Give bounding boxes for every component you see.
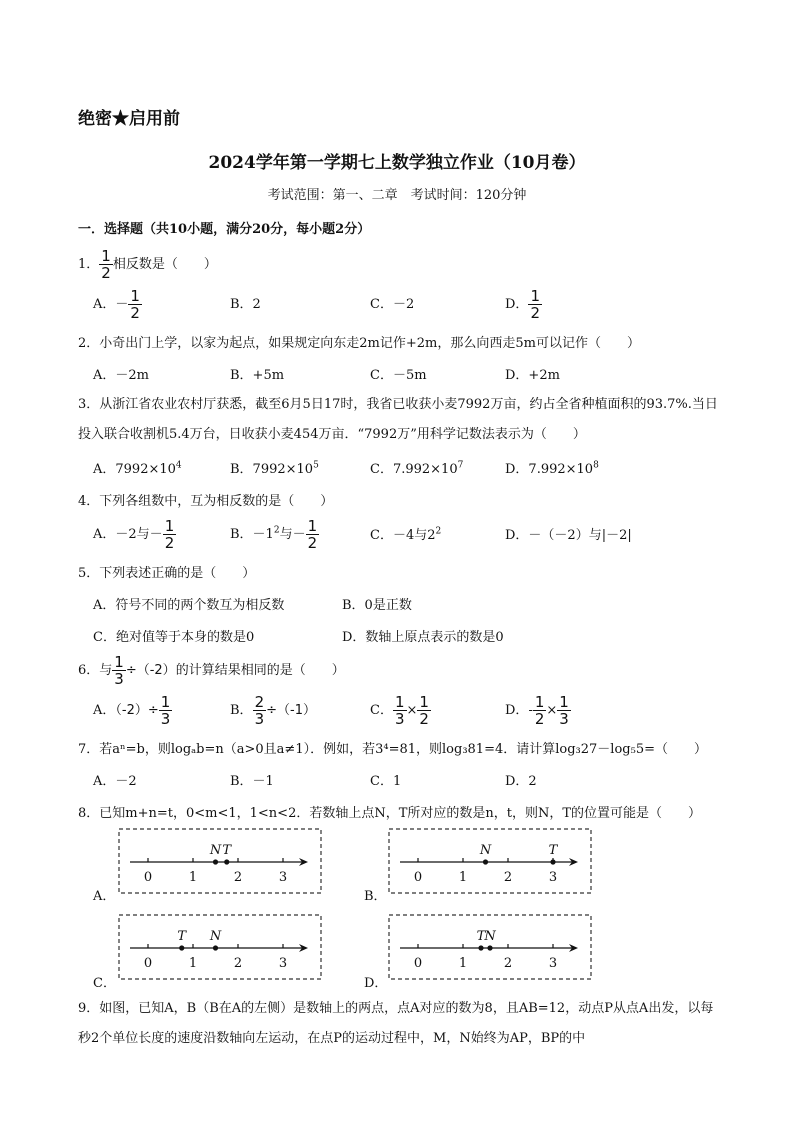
option-a[interactable]: A．$7992\times 10^4$ (93, 460, 182, 477)
question-5: 5．下列表述正确的是（ ） (78, 566, 256, 581)
question-6: 6．与 $\frac{1}{3}$ ÷（-2）的计算结果相同的是（ ） (78, 653, 345, 688)
question-7: 7．若aⁿ=b，则logₐb=n（a>0且a≠1）．例如，若3⁴=81，则log₃81=4．请计算log₃27－log₅5=（ ） (78, 742, 707, 757)
tick-label: 2 (503, 956, 513, 971)
option-b[interactable]: B．2 (230, 297, 261, 312)
option-c-label[interactable]: C． (93, 976, 116, 991)
tick-label: 1 (188, 870, 198, 885)
tick-label: 1 (188, 956, 198, 971)
point-label-T: T (222, 843, 232, 858)
tick-label: 0 (413, 956, 423, 971)
option-c[interactable]: C．1 (370, 774, 402, 789)
option-a[interactable]: A．－2 (93, 774, 137, 789)
point-T (478, 945, 483, 950)
option-b[interactable]: B．－1 (230, 774, 274, 789)
question-9: 9．如图，已知A，B（B在A的左侧）是数轴上的两点，点A对应的数为8，且AB=12，动点P从点A出发，以每秒2个单位长度的速度沿数轴向左运动，在点P的运动过程中，M，N始终为AP，BP的中 (78, 1001, 714, 1046)
tick-label: 3 (548, 870, 558, 885)
number-line-option-d[interactable] (388, 914, 592, 980)
page-title: 2024学年第一学期七上数学独立作业（10月卷） (208, 153, 586, 173)
option-d[interactable]: D． $\frac{1}{2}$ (505, 287, 540, 322)
question-4: 4．下列各组数中，互为相反数的是（ ） (78, 494, 334, 509)
number-line-option-c[interactable] (118, 914, 322, 980)
tick-label: 2 (503, 870, 513, 885)
point-T (550, 859, 555, 864)
option-b[interactable]: B．$-1^2$与－ $\frac{1}{2}$ (230, 517, 318, 552)
question-number: 1． (78, 257, 100, 272)
option-c[interactable]: C．－5m (370, 368, 427, 383)
point-label-N: N (209, 843, 222, 858)
point-T (224, 859, 229, 864)
option-d[interactable]: D．+2m (505, 368, 560, 383)
tick-label: 0 (143, 870, 153, 885)
option-b[interactable]: B．0是正数 (342, 598, 412, 613)
question-3: 3．从浙江省农业农村厅获悉，截至6月5日17时，我省已收获小麦7992万亩，约占全省种植面积的93.7%.当日投入联合收割机5.4万台，日收获小麦454万亩．“7992万”用科学记数法表示为（ ） (78, 397, 718, 442)
option-a[interactable]: A．符号不同的两个数互为相反数 (93, 598, 285, 613)
tick-label: 2 (233, 870, 243, 885)
point-label-T: T (476, 929, 486, 944)
tick-label: 1 (458, 870, 468, 885)
point-label-T: T (177, 929, 187, 944)
point-label-N: N (479, 843, 492, 858)
tick-label: 0 (413, 870, 423, 885)
point-N (213, 859, 218, 864)
option-b[interactable]: B．$7992\times 10^5$ (230, 460, 319, 477)
question-stem: 相反数是（ ） (112, 257, 217, 272)
option-b[interactable]: B． $\frac{2}{3}$ ÷（-1） (230, 693, 316, 728)
option-a-label[interactable]: A． (93, 889, 116, 904)
section-heading: 一．选择题（共10小题，满分20分，每小题2分） (78, 222, 371, 237)
question-1 (78, 248, 217, 281)
point-N (487, 945, 492, 950)
option-d[interactable]: D．2 (505, 774, 537, 789)
question-2: 2．小奇出门上学，以家为起点，如果规定向东走2m记作+2m，那么向西走5m可以记作（ ） (78, 336, 640, 351)
tick-label: 3 (278, 870, 288, 885)
tick-label: 3 (548, 956, 558, 971)
option-c[interactable]: C． $\frac{1}{3}$ × $\frac{1}{2}$ (370, 693, 429, 728)
point-N (213, 945, 218, 950)
tick-label: 1 (458, 956, 468, 971)
option-d[interactable]: D．$7.992\times 10^8$ (505, 460, 599, 477)
point-label-T: T (548, 843, 558, 858)
option-c[interactable]: C．绝对值等于本身的数是0 (93, 630, 255, 645)
number-line-option-a[interactable] (118, 828, 322, 894)
option-c[interactable]: C．$7.992\times 10^7$ (370, 460, 464, 477)
option-a[interactable]: A．－ $\frac{1}{2}$ (93, 287, 140, 322)
option-d-label[interactable]: D． (364, 976, 388, 991)
option-b[interactable]: B．+5m (230, 368, 285, 383)
option-c[interactable]: C．－4与$2^2$ (370, 526, 442, 543)
fraction: $\frac{1}{2}$ (101, 247, 111, 282)
point-label-N: N (209, 929, 222, 944)
point-N (483, 859, 488, 864)
tick-label: 2 (233, 956, 243, 971)
option-d[interactable]: D．- $\frac{1}{2}$ × $\frac{1}{3}$ (505, 693, 569, 728)
option-a[interactable]: A．（-2）÷ $\frac{1}{3}$ (93, 693, 171, 728)
option-a[interactable]: A．－2与－ $\frac{1}{2}$ (93, 517, 175, 552)
option-a[interactable]: A．－2m (93, 368, 149, 383)
tick-label: 3 (278, 956, 288, 971)
option-b-label[interactable]: B． (364, 889, 387, 904)
number-line-option-b[interactable] (388, 828, 592, 894)
option-c[interactable]: C．－2 (370, 297, 415, 312)
tick-label: 0 (143, 956, 153, 971)
option-d[interactable]: D．－（－2）与|－2| (505, 528, 632, 543)
point-T (179, 945, 184, 950)
exam-info: 考试范围：第一、二章 考试时间：120分钟 (267, 188, 527, 203)
point-label-N: N (484, 929, 496, 944)
confidential-label: 绝密★启用前 (78, 109, 180, 129)
question-8: 8．已知m+n=t，0<m<1，1<n<2．若数轴上点N，T所对应的数是n，t，则N，T的位置可能是（ ） (78, 806, 702, 821)
option-d[interactable]: D．数轴上原点表示的数是0 (342, 630, 504, 645)
